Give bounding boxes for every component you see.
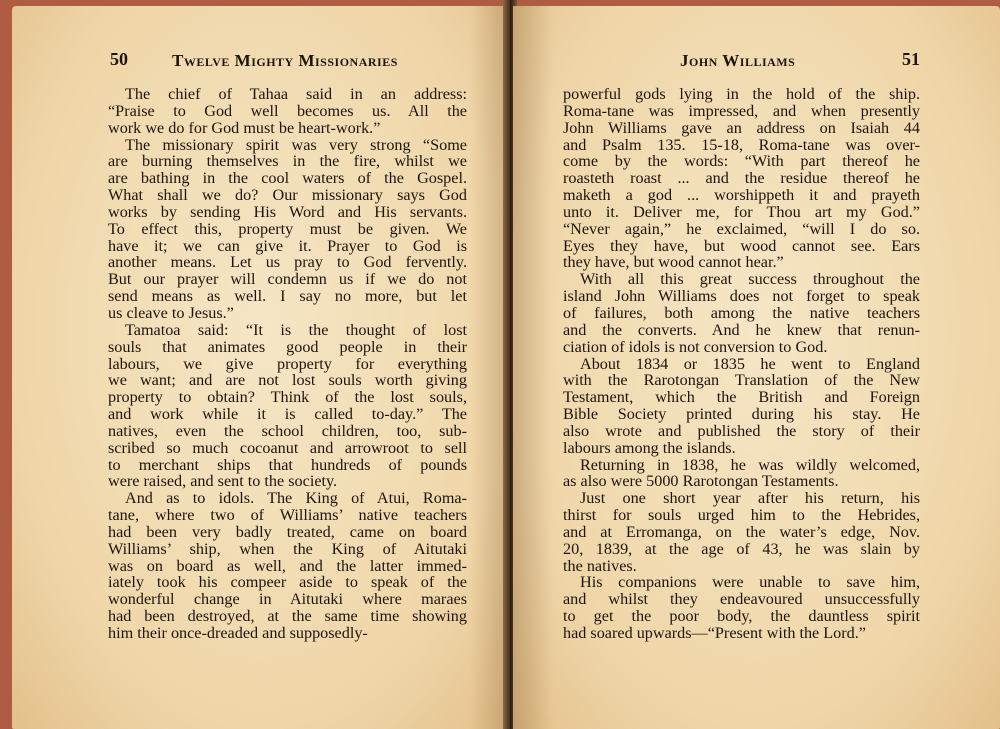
text-line: labours, we give property for everything	[108, 354, 467, 373]
text-line: natives, even the school children, too, sub-	[108, 421, 467, 440]
text-line: Testament, which the British and Foreign	[563, 388, 920, 407]
text-line: And as to idols. The King of Atui, Roma-	[125, 489, 467, 508]
text-line: With all this great success throughout the	[580, 270, 920, 289]
text-line: John Williams gave an address on Isaiah 44	[563, 118, 920, 137]
text-line: thirst for souls urged him to the Hebrides,	[563, 506, 920, 525]
left-running-head: Twelve Mighty Missionaries	[172, 51, 398, 70]
left-page	[12, 6, 510, 729]
text-line: we want; and are not lost souls worth giving	[108, 371, 467, 390]
right-page-shadow	[513, 6, 553, 729]
text-line: and at Erromanga, on the water’s edge, Nov.	[563, 522, 920, 541]
text-line: scribed so much cocoanut and arrowroot to sell	[108, 438, 467, 457]
text-line: the natives.	[563, 556, 637, 575]
text-line: with the Rarotongan Translation of the New	[563, 371, 920, 390]
text-line: they have, but wood cannot hear.”	[563, 253, 784, 272]
text-line: maketh a god ... worshippeth it and prayeth	[563, 186, 920, 205]
text-line: Roma-tane was impressed, and when presently	[563, 101, 920, 120]
text-line: “Praise to God well becomes us. All the	[108, 101, 467, 120]
text-line: and Psalm 135. 15-18, Roma-tane was over-	[563, 135, 920, 154]
text-line: The missionary spirit was very strong “Some	[125, 135, 467, 154]
text-line: are bathing in the cool waters of the Gospel.	[108, 169, 467, 188]
text-line: The chief of Tahaa said in an address:	[125, 85, 467, 103]
text-line: unto it. Deliver me, for Thou art my God.”	[563, 202, 920, 221]
text-line: to get the poor body, the dauntless spirit	[563, 607, 920, 626]
text-line: iately took his compeer aside to speak of the	[108, 573, 467, 592]
text-line: have it; we can give it. Prayer to God is	[108, 236, 467, 255]
right-page	[513, 6, 1000, 729]
text-line: Bible Society printed during his stay. He	[563, 405, 920, 424]
text-line: was on board as well, and the latter immed-	[108, 556, 467, 575]
text-line: About 1834 or 1835 he went to England	[580, 354, 920, 373]
text-line: To effect this, property must be given. We	[108, 219, 467, 238]
text-line: Tamatoa said: “It is the thought of lost	[125, 320, 467, 339]
text-line: ciation of idols is not conversion to God.	[563, 337, 828, 356]
text-line: island John Williams does not forget to speak	[563, 287, 920, 306]
text-line: another means. Let us pray to God fervently.	[108, 253, 467, 272]
text-line: us cleave to Jesus.”	[108, 303, 234, 322]
text-line: work we do for God must be heart-work.”	[108, 118, 381, 137]
text-line: of failures, both among the native teachers	[563, 303, 920, 322]
text-line: had been very badly treated, came on board	[108, 522, 467, 541]
text-line: and work while it is called to-day.” The	[108, 405, 467, 424]
text-line: and the converts. And he knew that renun-	[563, 320, 920, 339]
text-line: come by the words: “With part thereof he	[563, 152, 920, 171]
text-line: Eyes they have, but wood cannot see. Ears	[563, 236, 920, 255]
text-line: and whilst they endeavoured unsuccessfully	[563, 590, 920, 609]
left-page-number: 50	[110, 49, 128, 69]
right-page-body	[563, 86, 920, 642]
text-line: had soared upwards—“Present with the Lord.”	[563, 624, 866, 642]
text-line: had been destroyed, at the same time showing	[108, 607, 467, 626]
text-line: powerful gods lying in the hold of the ship.	[563, 85, 920, 103]
text-line: souls that animates good people in their	[108, 337, 467, 356]
text-line: are burning themselves in the fire, whilst we	[108, 152, 467, 171]
text-line: works by sending His Word and His servants.	[108, 202, 467, 221]
text-line: labours among the islands.	[563, 438, 736, 457]
text-line: “Never again,” he exclaimed, “will I do so.	[563, 219, 920, 238]
text-line: His companions were unable to save him,	[580, 573, 920, 592]
left-page-body	[108, 86, 467, 642]
text-line: also wrote and published the story of their	[563, 421, 920, 440]
text-line: But our prayer will condemn us if we do not	[108, 270, 467, 289]
text-line: to merchant ships that hundreds of pounds	[108, 455, 467, 474]
text-line: Williams’ ship, when the King of Aitutaki	[108, 539, 467, 558]
right-running-head: John Williams	[680, 51, 796, 70]
text-line: 20, 1839, at the age of 43, he was slain by	[563, 539, 920, 558]
text-line: Returning in 1838, he was wildly welcomed,	[580, 455, 920, 474]
right-page-number: 51	[902, 49, 920, 69]
text-line: as also were 5000 Rarotongan Testaments.	[563, 472, 839, 491]
text-line: wonderful change in Aitutaki where maraes	[108, 590, 467, 609]
text-line: him their once-dreaded and supposedly-	[108, 624, 368, 642]
text-line: were raised, and sent to the society.	[108, 472, 338, 491]
text-line: property to obtain? Think of the lost souls,	[108, 388, 467, 407]
text-line: roasteth roast ... and the residue thereof he	[563, 169, 920, 188]
text-line: send means as well. I say no more, but let	[108, 287, 467, 306]
text-line: Just one short year after his return, his	[580, 489, 920, 508]
text-line: tane, where two of Williams’ native teachers	[108, 506, 467, 525]
text-line: What shall we do? Our missionary says God	[108, 186, 467, 205]
